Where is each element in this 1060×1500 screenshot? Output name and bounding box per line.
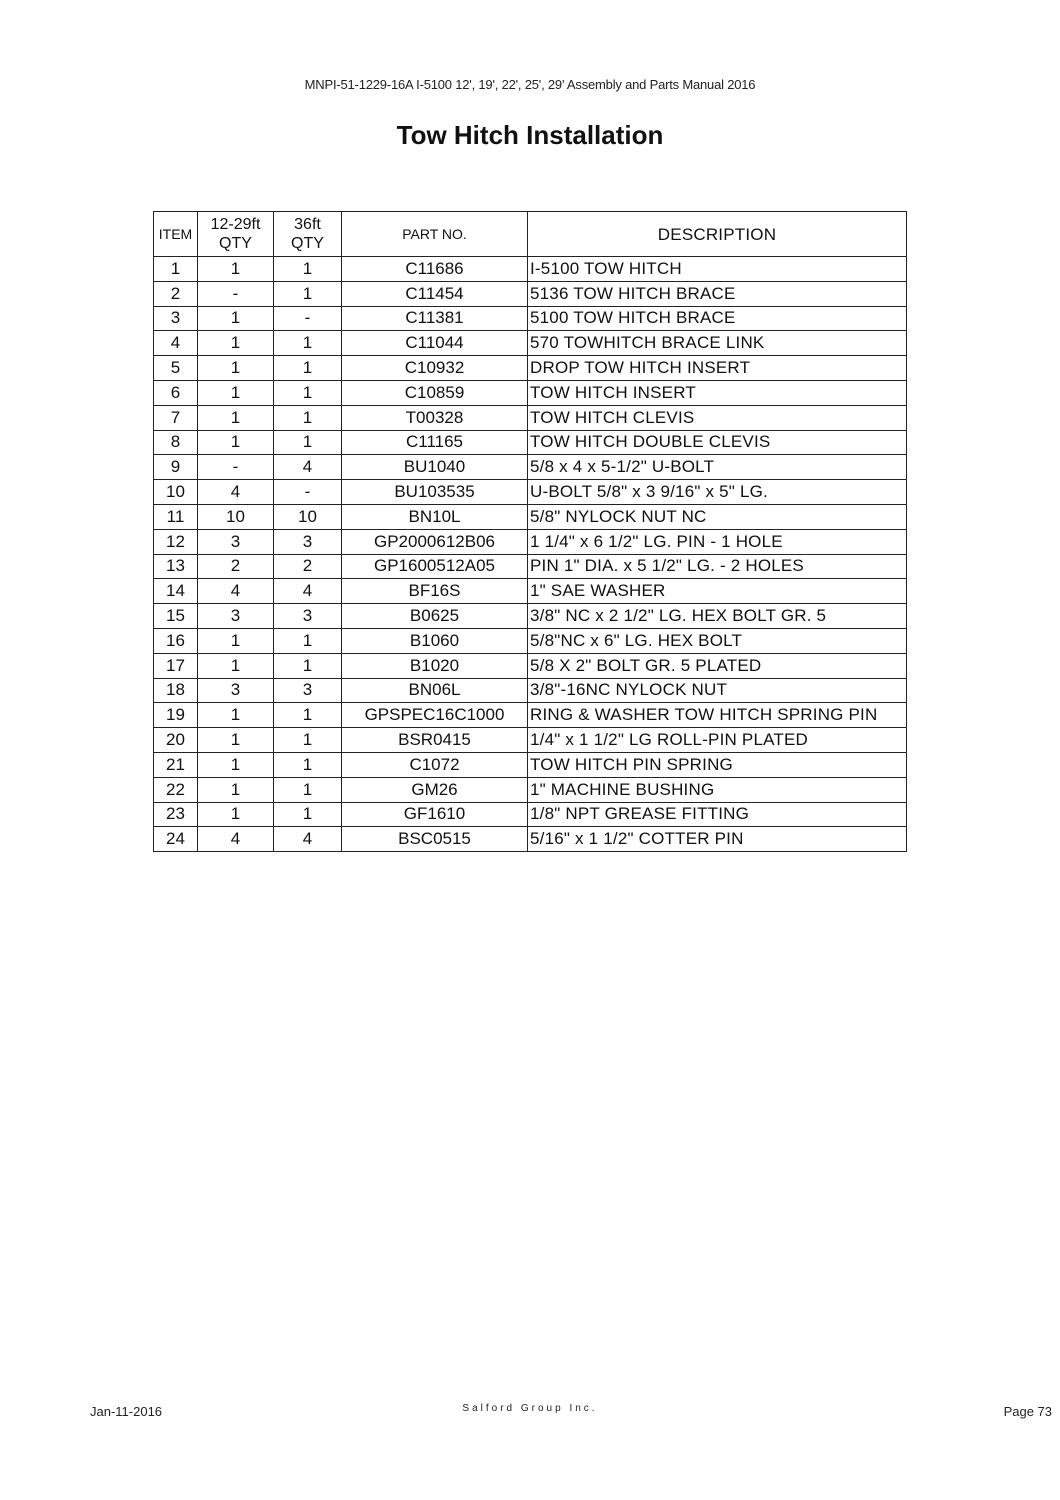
table-row [154,678,907,703]
cell-qty-36ft: 3 [274,678,342,703]
cell-qty-12-29ft: - [198,455,274,480]
cell-item: 7 [154,405,198,430]
table-row [154,802,907,827]
cell-item: 9 [154,455,198,480]
cell-part-no: BSC0515 [342,827,528,852]
cell-part-no: GM26 [342,777,528,802]
header-qty-36ft [274,212,342,257]
cell-description: PIN 1" DIA. x 5 1/2" LG. - 2 HOLES [528,554,907,579]
cell-part-no: C10932 [342,356,528,381]
cell-qty-36ft: 3 [274,604,342,629]
cell-description: RING & WASHER TOW HITCH SPRING PIN [528,703,907,728]
cell-item: 10 [154,480,198,505]
cell-qty-36ft: - [274,480,342,505]
cell-part-no: C11044 [342,331,528,356]
header-part-no: PART NO. [342,212,528,257]
table-row [154,628,907,653]
cell-qty-12-29ft: 4 [198,827,274,852]
cell-qty-12-29ft: 1 [198,430,274,455]
cell-part-no: C10859 [342,380,528,405]
cell-part-no: C1072 [342,752,528,777]
cell-qty-12-29ft: 4 [198,480,274,505]
cell-description: 5/16" x 1 1/2" COTTER PIN [528,827,907,852]
cell-description: 5/8 x 4 x 5-1/2" U-BOLT [528,455,907,480]
cell-qty-12-29ft: 1 [198,257,274,282]
table-row [154,777,907,802]
cell-description: TOW HITCH DOUBLE CLEVIS [528,430,907,455]
cell-qty-36ft: 1 [274,281,342,306]
cell-qty-12-29ft: 1 [198,628,274,653]
cell-qty-36ft: 1 [274,430,342,455]
table-row [154,604,907,629]
cell-description: 1/8" NPT GREASE FITTING [528,802,907,827]
header-qty-12-29ft-line1: 12-29ft [210,216,261,233]
cell-qty-36ft: 3 [274,529,342,554]
cell-part-no: GF1610 [342,802,528,827]
table-row [154,455,907,480]
cell-description: 1/4" x 1 1/2" LG ROLL-PIN PLATED [528,728,907,753]
cell-qty-36ft: 1 [274,802,342,827]
cell-item: 3 [154,306,198,331]
cell-description: 1 1/4" x 6 1/2" LG. PIN - 1 HOLE [528,529,907,554]
cell-item: 4 [154,331,198,356]
cell-item: 21 [154,752,198,777]
cell-part-no: GP2000612B06 [342,529,528,554]
cell-description: 570 TOWHITCH BRACE LINK [528,331,907,356]
cell-item: 2 [154,281,198,306]
cell-part-no: B0625 [342,604,528,629]
header-qty-12-29ft-line2: QTY [219,235,252,252]
cell-description: 3/8" NC x 2 1/2" LG. HEX BOLT GR. 5 [528,604,907,629]
cell-qty-12-29ft: 1 [198,802,274,827]
cell-qty-36ft: 1 [274,728,342,753]
cell-part-no: B1060 [342,628,528,653]
header-qty-12-29ft [198,212,274,257]
cell-item: 19 [154,703,198,728]
cell-part-no: BN06L [342,678,528,703]
cell-description: U-BOLT 5/8" x 3 9/16" x 5" LG. [528,480,907,505]
table-row [154,356,907,381]
cell-item: 8 [154,430,198,455]
cell-qty-36ft: 1 [274,257,342,282]
header-item: ITEM [154,212,198,257]
table-row [154,430,907,455]
cell-qty-36ft: 1 [274,752,342,777]
cell-part-no: GP1600512A05 [342,554,528,579]
page-title: Tow Hitch Installation [396,120,664,150]
header-description: DESCRIPTION [528,212,907,257]
cell-description: 5100 TOW HITCH BRACE [528,306,907,331]
cell-description: 1" MACHINE BUSHING [528,777,907,802]
cell-part-no: C11381 [342,306,528,331]
cell-qty-12-29ft: 4 [198,579,274,604]
manual-header: MNPI-51-1229-16A I-5100 12', 19', 22', 25', 29' Assembly and Parts Manual 2016 [304,77,756,92]
cell-part-no: BF16S [342,579,528,604]
table-row [154,653,907,678]
cell-qty-36ft: 10 [274,504,342,529]
cell-qty-36ft: 1 [274,380,342,405]
cell-description: 5/8 X 2" BOLT GR. 5 PLATED [528,653,907,678]
cell-description: 5136 TOW HITCH BRACE [528,281,907,306]
cell-item: 16 [154,628,198,653]
footer-page-number: Page 73 [1003,1404,1052,1419]
cell-qty-36ft: 4 [274,579,342,604]
footer-date: Jan-11-2016 [90,1404,163,1419]
cell-item: 5 [154,356,198,381]
table-row [154,281,907,306]
table-header-row [154,212,907,257]
cell-item: 24 [154,827,198,852]
cell-part-no: BU103535 [342,480,528,505]
table-row [154,703,907,728]
cell-qty-12-29ft: 3 [198,604,274,629]
cell-description: 5/8" NYLOCK NUT NC [528,504,907,529]
cell-qty-12-29ft: 1 [198,752,274,777]
cell-qty-36ft: 1 [274,356,342,381]
cell-part-no: BN10L [342,504,528,529]
cell-qty-36ft: 2 [274,554,342,579]
cell-qty-36ft: 1 [274,653,342,678]
cell-qty-36ft: - [274,306,342,331]
cell-item: 17 [154,653,198,678]
cell-item: 1 [154,257,198,282]
header-qty-36ft-line2: QTY [291,235,324,252]
table-row [154,405,907,430]
cell-qty-36ft: 1 [274,777,342,802]
table-row [154,579,907,604]
parts-table-body [154,257,907,852]
cell-qty-12-29ft: 1 [198,653,274,678]
cell-qty-12-29ft: - [198,281,274,306]
cell-item: 13 [154,554,198,579]
cell-part-no: BU1040 [342,455,528,480]
cell-qty-36ft: 4 [274,827,342,852]
cell-item: 23 [154,802,198,827]
cell-description: TOW HITCH INSERT [528,380,907,405]
cell-qty-12-29ft: 1 [198,356,274,381]
cell-qty-12-29ft: 3 [198,678,274,703]
table-row [154,331,907,356]
cell-item: 20 [154,728,198,753]
cell-part-no: GPSPEC16C1000 [342,703,528,728]
cell-part-no: C11454 [342,281,528,306]
cell-item: 6 [154,380,198,405]
cell-part-no: C11165 [342,430,528,455]
cell-description: DROP TOW HITCH INSERT [528,356,907,381]
cell-qty-36ft: 1 [274,405,342,430]
cell-qty-12-29ft: 1 [198,777,274,802]
cell-qty-12-29ft: 1 [198,405,274,430]
cell-description: 5/8"NC x 6" LG. HEX BOLT [528,628,907,653]
table-row [154,480,907,505]
cell-description: 1" SAE WASHER [528,579,907,604]
table-row [154,504,907,529]
cell-part-no: BSR0415 [342,728,528,753]
table-row [154,827,907,852]
cell-qty-36ft: 4 [274,455,342,480]
cell-qty-12-29ft: 1 [198,703,274,728]
cell-part-no: B1020 [342,653,528,678]
table-row [154,257,907,282]
footer-company: Salford Group Inc. [462,1403,598,1414]
table-row [154,752,907,777]
table-row [154,380,907,405]
cell-item: 11 [154,504,198,529]
cell-qty-12-29ft: 3 [198,529,274,554]
cell-item: 22 [154,777,198,802]
header-qty-36ft-line1: 36ft [294,216,321,233]
cell-qty-36ft: 1 [274,331,342,356]
cell-qty-36ft: 1 [274,628,342,653]
cell-description: TOW HITCH PIN SPRING [528,752,907,777]
cell-item: 15 [154,604,198,629]
table-row [154,529,907,554]
cell-description: I-5100 TOW HITCH [528,257,907,282]
cell-item: 12 [154,529,198,554]
cell-qty-12-29ft: 10 [198,504,274,529]
cell-qty-12-29ft: 2 [198,554,274,579]
cell-qty-36ft: 1 [274,703,342,728]
cell-part-no: T00328 [342,405,528,430]
cell-qty-12-29ft: 1 [198,306,274,331]
table-row [154,306,907,331]
cell-item: 18 [154,678,198,703]
cell-description: 3/8"-16NC NYLOCK NUT [528,678,907,703]
table-row [154,554,907,579]
cell-item: 14 [154,579,198,604]
table-row [154,728,907,753]
cell-qty-12-29ft: 1 [198,331,274,356]
cell-part-no: C11686 [342,257,528,282]
parts-table [153,211,907,852]
cell-qty-12-29ft: 1 [198,380,274,405]
cell-qty-12-29ft: 1 [198,728,274,753]
cell-description: TOW HITCH CLEVIS [528,405,907,430]
